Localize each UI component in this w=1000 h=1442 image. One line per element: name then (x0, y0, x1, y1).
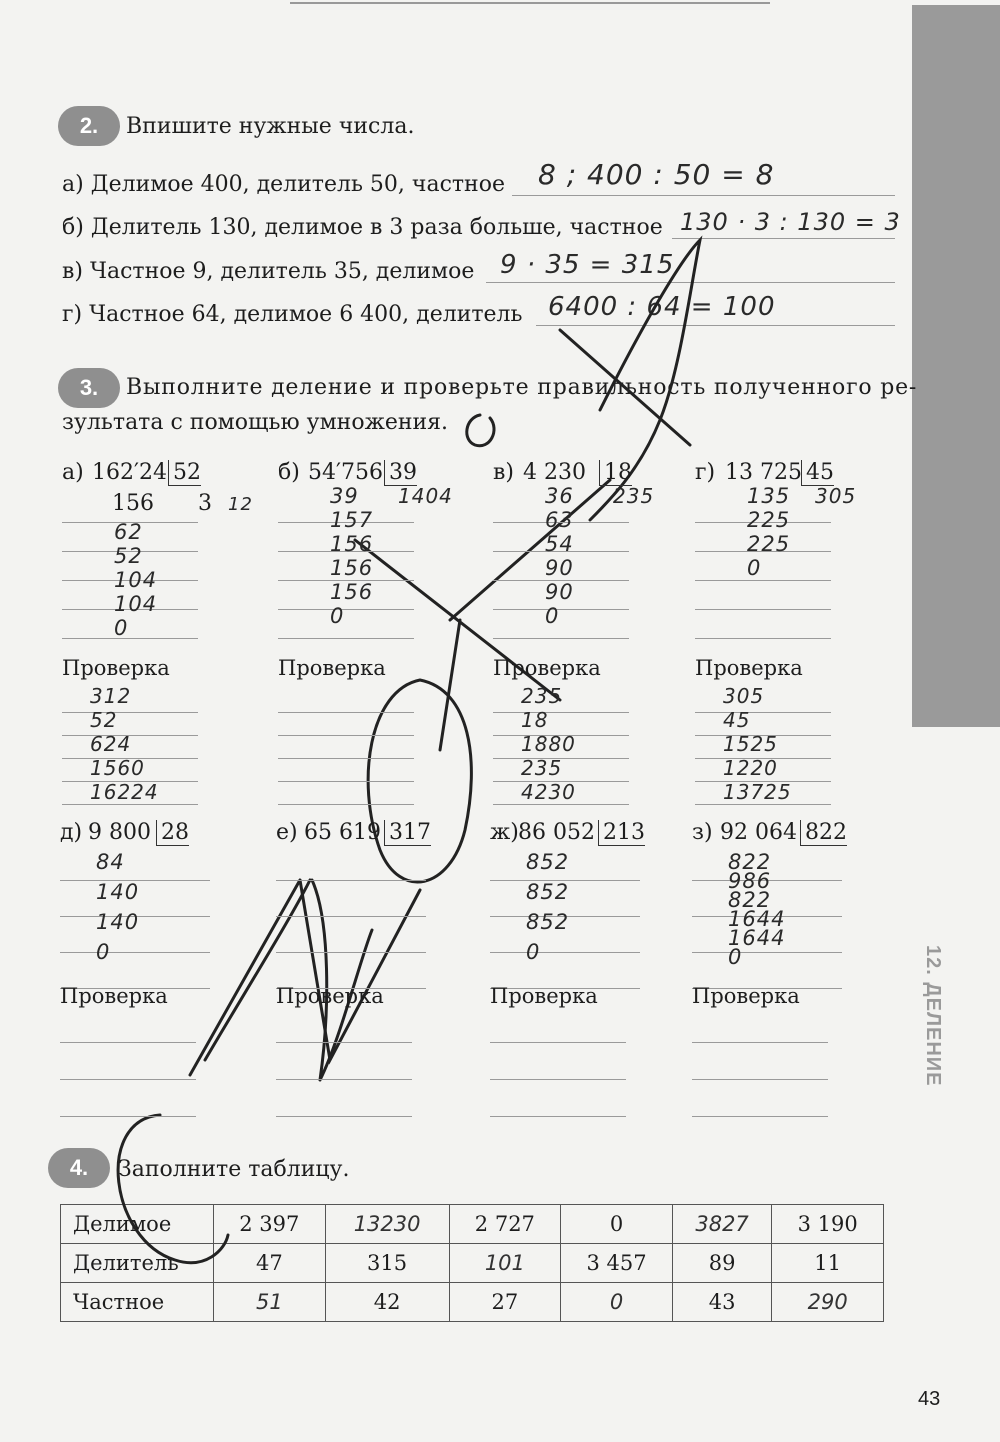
table-cell: 0 (561, 1283, 673, 1322)
problem-dividend: 54′756 (308, 460, 383, 485)
problem-divisor: 822 (800, 820, 847, 846)
table-cell: 51 (214, 1283, 326, 1322)
table-cell: 101 (449, 1244, 561, 1283)
task-2-badge: 2. (58, 106, 120, 146)
problem-label: з) (692, 820, 713, 845)
page-number: 43 (918, 1388, 941, 1410)
problem-divisor: 52 (168, 460, 201, 486)
check-label: Проверка (493, 656, 601, 680)
problem-dividend: 86 052 (518, 820, 595, 845)
task-3-title-line2: зультата с помощью умножения. (62, 410, 449, 435)
work-step: 90 (545, 556, 574, 580)
table-row (61, 1205, 884, 1244)
check-line (493, 804, 629, 805)
check-label: Проверка (490, 984, 598, 1008)
work-step: 822 (728, 888, 772, 912)
table-cell: 47 (214, 1244, 326, 1283)
table-row (61, 1283, 884, 1322)
check-line (490, 1079, 626, 1080)
table-cell: 43 (672, 1283, 771, 1322)
top-rule (290, 2, 770, 4)
problem-label: е) (276, 820, 298, 845)
table-cell: 42 (325, 1283, 449, 1322)
check-label: Проверка (695, 656, 803, 680)
check-line (62, 804, 198, 805)
answer-line (672, 238, 895, 239)
check-label: Проверка (60, 984, 168, 1008)
answer-line (536, 325, 895, 326)
work-step: 225 (747, 508, 791, 532)
check-line (692, 1079, 828, 1080)
check-line (278, 781, 414, 782)
table-cell: 89 (672, 1244, 771, 1283)
table-cell: 2 727 (449, 1205, 561, 1244)
work-step: 157 (330, 508, 374, 532)
work-line (493, 609, 629, 610)
printed-quotient: 3 (198, 491, 212, 516)
work-step: 0 (747, 556, 762, 580)
table-cell: 13230 (325, 1205, 449, 1244)
problem-divisor: 213 (598, 820, 645, 846)
check-label: Проверка (692, 984, 800, 1008)
table-cell: 3 457 (561, 1244, 673, 1283)
check-step: 1525 (723, 732, 778, 756)
check-line (60, 1042, 196, 1043)
work-step: 104 (114, 592, 158, 616)
problem-divisor: 45 (801, 460, 834, 486)
check-line (60, 1116, 196, 1117)
work-step: 54 (545, 532, 574, 556)
work-step: 0 (728, 945, 743, 969)
problem-label: д) (60, 820, 83, 845)
work-step: 852 (526, 880, 570, 904)
work-step: 156 (330, 556, 374, 580)
answer-line (512, 195, 895, 196)
work-line (276, 916, 426, 917)
check-label: Проверка (276, 984, 384, 1008)
work-step: 140 (96, 910, 140, 934)
task-2b-answer: 130 · 3 : 130 = 3 (680, 208, 901, 236)
check-step: 13725 (723, 780, 792, 804)
table-cell: 3 190 (772, 1205, 884, 1244)
task-3-title-line1: Выполните деление и проверьте правильность полученного ре- (126, 375, 918, 400)
check-line (276, 1042, 412, 1043)
work-step: 1644 (728, 926, 786, 950)
task-2c-answer: 9 · 35 = 315 (500, 250, 675, 280)
work-step: 62 (114, 520, 143, 544)
work-line (692, 952, 842, 953)
table-cell: 27 (449, 1283, 561, 1322)
problem-divisor: 18 (599, 460, 632, 486)
check-step: 1880 (521, 732, 576, 756)
work-step: 63 (545, 508, 574, 532)
check-line (692, 1116, 828, 1117)
check-label: Проверка (278, 656, 386, 680)
work-step: 104 (114, 568, 158, 592)
check-step: 312 (90, 684, 132, 708)
fill-table (60, 1204, 884, 1322)
problem-label: г) (695, 460, 716, 485)
answer-line (486, 282, 895, 283)
check-step: 18 (521, 708, 549, 732)
work-step: 0 (545, 604, 560, 628)
check-line (278, 758, 414, 759)
table-cell: 290 (772, 1283, 884, 1322)
check-line (490, 1042, 626, 1043)
work-step: 39 (330, 484, 359, 508)
hand-quotient: 305 (815, 484, 857, 508)
task-2c-text: в) Частное 9, делитель 35, делимое (62, 259, 475, 284)
task-2a-answer: 8 ; 400 : 50 = 8 (538, 158, 775, 191)
check-step: 4230 (521, 780, 576, 804)
check-line (692, 1042, 828, 1043)
problem-label: б) (278, 460, 300, 485)
hand-quotient: 1404 (398, 484, 453, 508)
problem-dividend: 65 619 (304, 820, 381, 845)
problem-dividend: 9 800 (88, 820, 151, 845)
work-step: 225 (747, 532, 791, 556)
printed-subtrahend: 156 (112, 491, 154, 516)
work-line (695, 638, 831, 639)
work-step: 156 (330, 580, 374, 604)
problem-dividend: 162′24 (92, 460, 167, 485)
work-line (695, 609, 831, 610)
problem-dividend: 4 230 (523, 460, 586, 485)
check-step: 45 (723, 708, 751, 732)
problem-dividend: 92 064 (720, 820, 797, 845)
work-line (276, 952, 426, 953)
table-cell: 315 (325, 1244, 449, 1283)
work-line (62, 638, 198, 639)
work-line (493, 638, 629, 639)
task-2d-answer: 6400 : 64 = 100 (548, 292, 776, 322)
check-line (695, 712, 831, 713)
check-step: 1220 (723, 756, 778, 780)
table-cell: 2 397 (214, 1205, 326, 1244)
work-step: 135 (747, 484, 791, 508)
scribble-circle (467, 415, 494, 446)
problem-divisor: 28 (156, 820, 189, 846)
hand-quotient: 235 (613, 484, 655, 508)
work-line (278, 638, 414, 639)
work-step: 852 (526, 910, 570, 934)
problem-divisor: 317 (384, 820, 431, 846)
work-step: 36 (545, 484, 574, 508)
problem-divisor: 39 (384, 460, 417, 486)
work-step: 0 (96, 940, 111, 964)
task-3-badge: 3. (58, 368, 120, 408)
check-label: Проверка (62, 656, 170, 680)
work-line (695, 580, 831, 581)
table-cell: 0 (561, 1205, 673, 1244)
check-line (276, 1116, 412, 1117)
task-4-title: Заполните таблицу. (118, 1157, 350, 1182)
work-step: 90 (545, 580, 574, 604)
task-2-title: Впишите нужные числа. (126, 114, 415, 139)
check-line (278, 804, 414, 805)
row-header: Частное (61, 1283, 214, 1322)
scribble-letter-i (190, 880, 420, 1075)
work-step: 986 (728, 869, 772, 893)
task-2d-text: г) Частное 64, делимое 6 400, делитель (62, 302, 523, 327)
check-step: 624 (90, 732, 132, 756)
work-step: 52 (114, 544, 143, 568)
table-row (61, 1244, 884, 1283)
work-step: 156 (330, 532, 374, 556)
check-step: 52 (90, 708, 118, 732)
work-line (278, 609, 414, 610)
check-line (278, 735, 414, 736)
chapter-title: 12. ДЕЛЕНИЕ (922, 945, 944, 1087)
check-line (62, 712, 198, 713)
check-line (490, 1116, 626, 1117)
check-step: 16224 (90, 780, 159, 804)
problem-label: ж) (490, 820, 519, 845)
check-line (60, 1079, 196, 1080)
task-4-badge: 4. (48, 1148, 110, 1188)
sidebar-tab (912, 5, 1000, 727)
problem-dividend: 13 725 (725, 460, 802, 485)
task-2a-text: а) Делимое 400, делитель 50, частное (62, 172, 505, 197)
row-header: Делимое (61, 1205, 214, 1244)
row-header: Делитель (61, 1244, 214, 1283)
check-step: 235 (521, 756, 563, 780)
work-line (490, 952, 640, 953)
check-line (695, 804, 831, 805)
task-2b-text: б) Делитель 130, делимое в 3 раза больше, частное (62, 215, 663, 240)
check-step: 235 (521, 684, 563, 708)
work-step: 0 (526, 940, 541, 964)
work-step: 852 (526, 850, 570, 874)
work-step: 0 (330, 604, 345, 628)
problem-label: а) (62, 460, 84, 485)
check-step: 305 (723, 684, 765, 708)
work-step: 0 (114, 616, 129, 640)
check-line (493, 712, 629, 713)
check-line (276, 1079, 412, 1080)
problem-label: в) (493, 460, 514, 485)
scribble-letter-p (205, 880, 372, 1080)
table-cell: 11 (772, 1244, 884, 1283)
table-cell: 3827 (672, 1205, 771, 1244)
work-step: 1644 (728, 907, 786, 931)
work-step: 140 (96, 880, 140, 904)
work-step: 822 (728, 850, 772, 874)
check-line (278, 712, 414, 713)
work-line (60, 952, 210, 953)
check-step: 1560 (90, 756, 145, 780)
hand-quotient: 12 (228, 494, 253, 515)
work-line (276, 880, 426, 881)
work-step: 84 (96, 850, 125, 874)
